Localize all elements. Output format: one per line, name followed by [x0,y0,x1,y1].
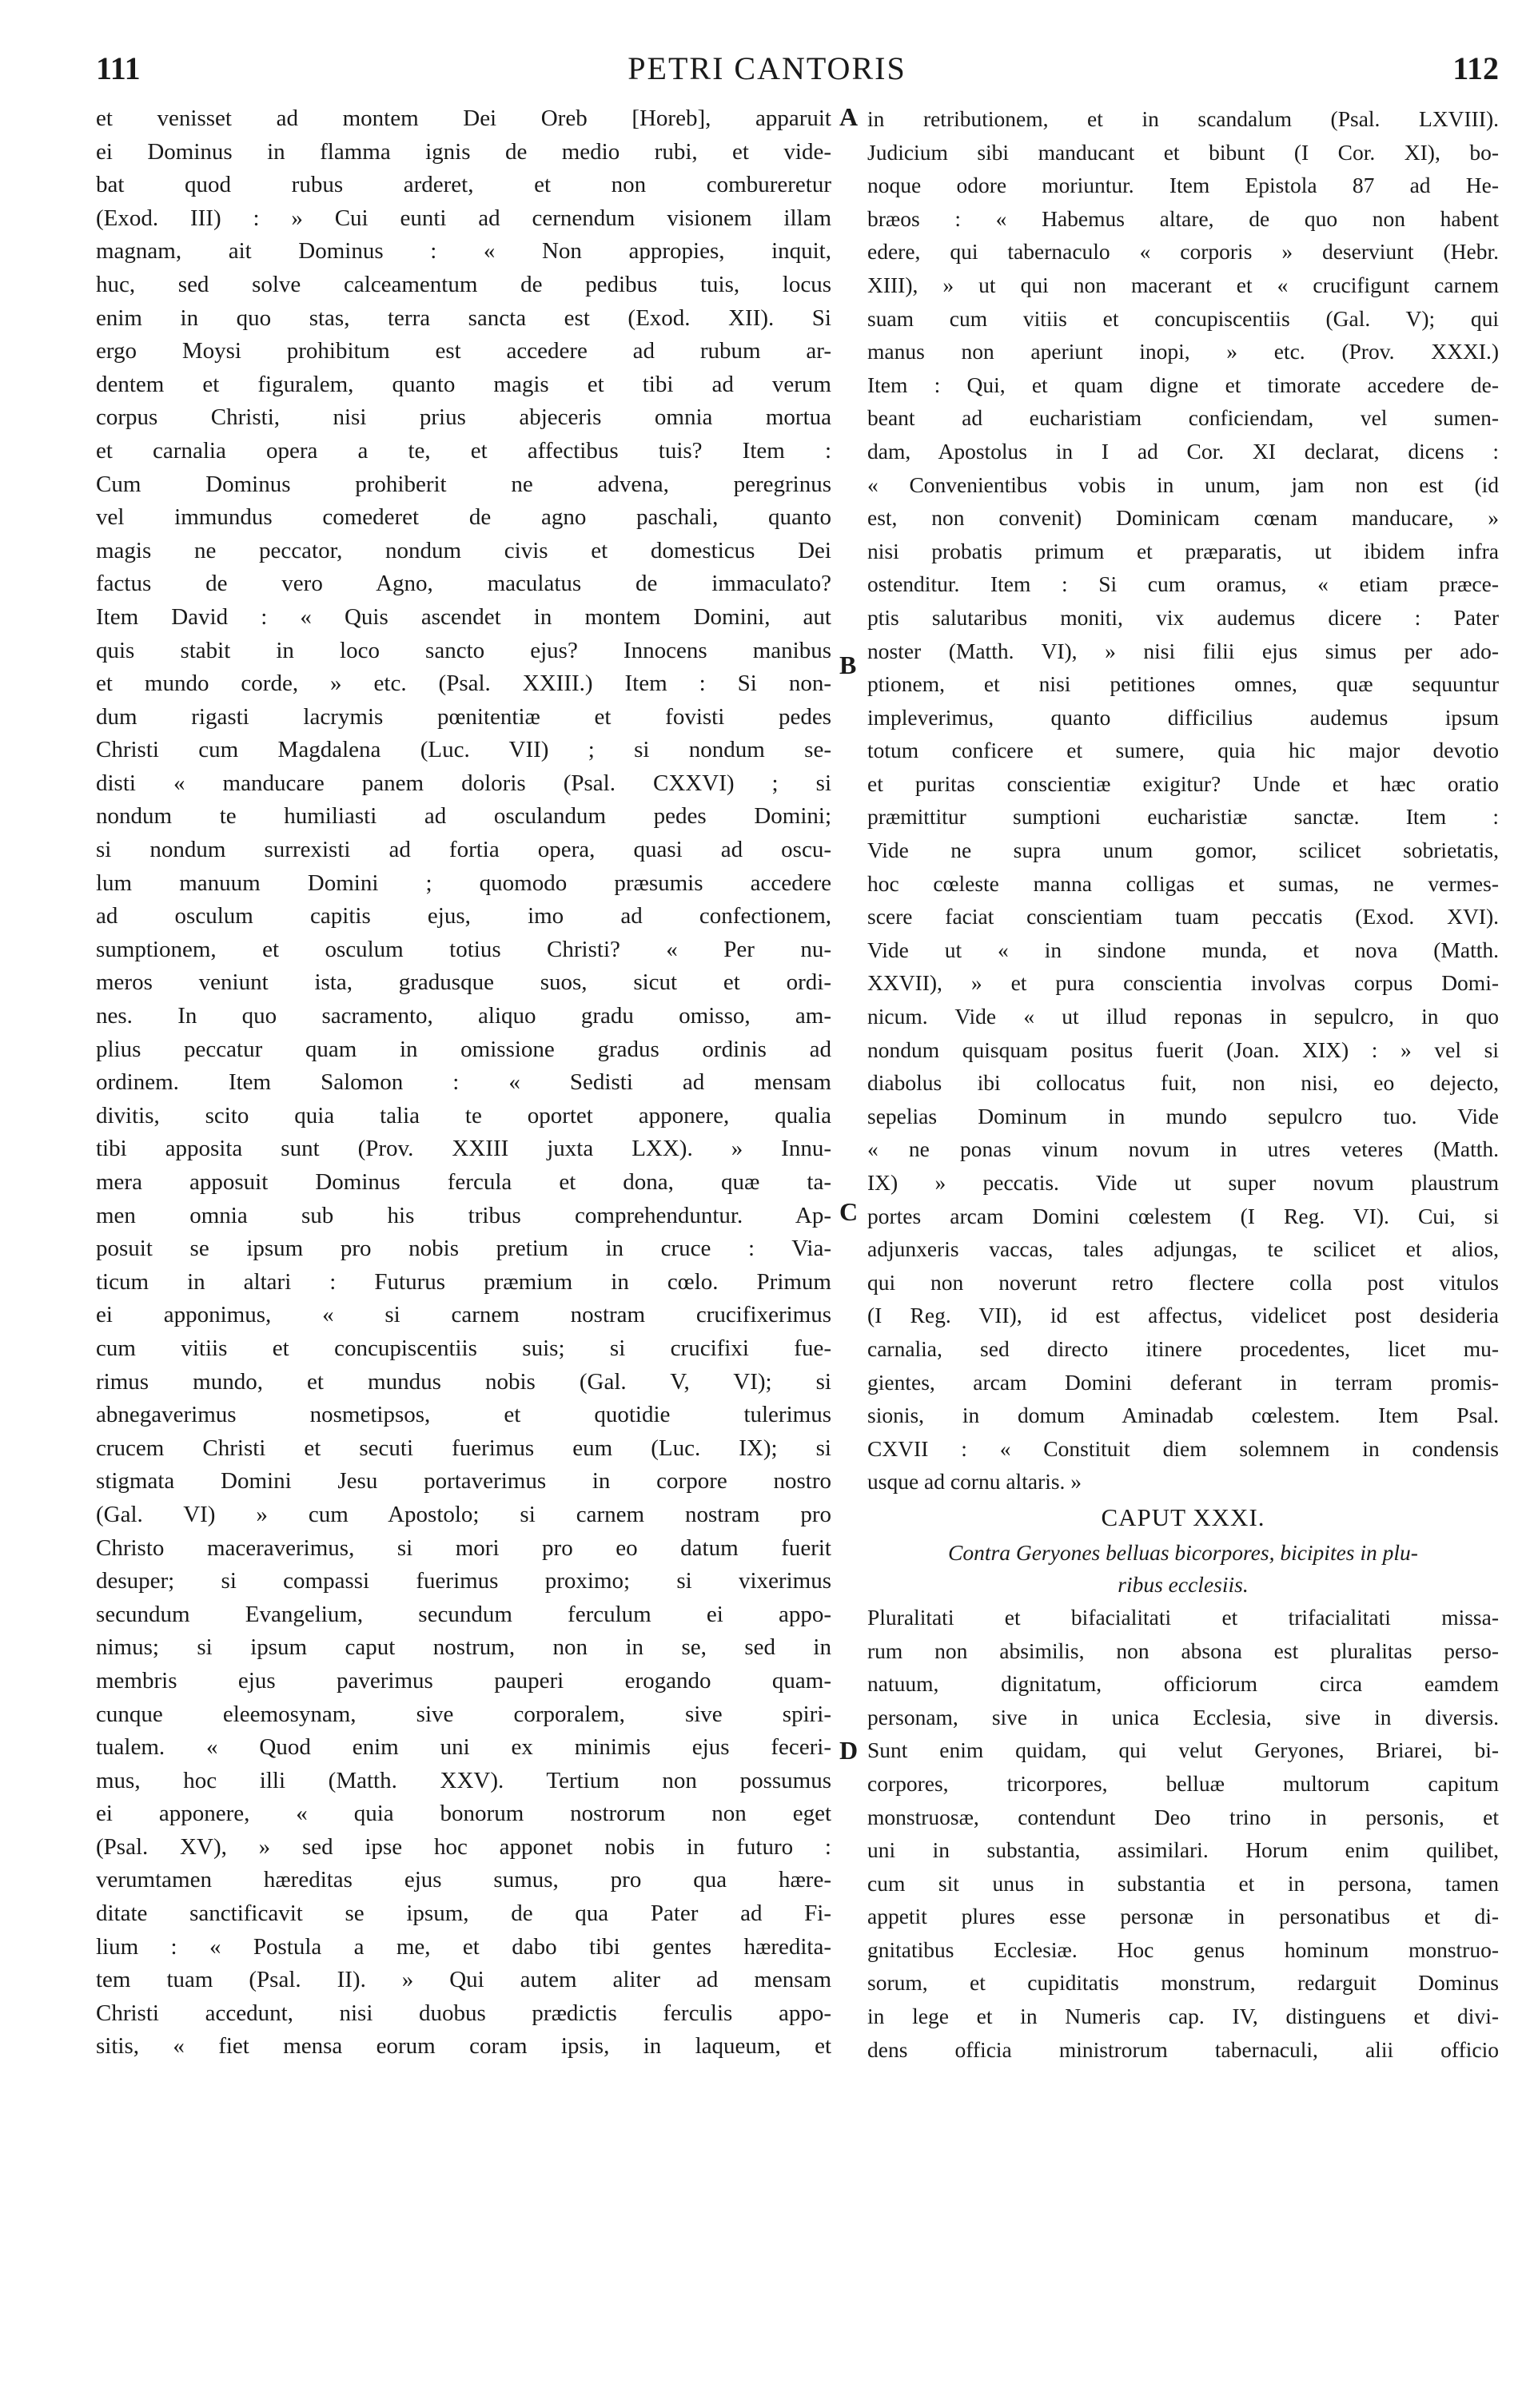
text-line: secundum Evangelium, secundum ferculum ei appo- [96,1601,831,1627]
chapter-subtitle-line-1: Contra Geryones belluas bicorpores, bicipites in plu- [948,1539,1418,1565]
left-text-column [96,102,831,2064]
text-line: meros veniunt ista, gradusque suos, sicut et ordi- [96,969,831,996]
text-line: (Gal. VI) » cum Apostolo; si carnem nostram pro [96,1501,831,1527]
text-line: ticum in altari : Futurus præmium in cœlo. Primum [96,1268,831,1295]
text-line: bat quod rubus arderet, et non combureretur [96,172,831,198]
text-line: nes. In quo sacramento, aliquo gradu omisso, am- [96,1003,831,1029]
text-line: disti « manducare panem doloris (Psal. CXXVI) ; si [96,770,831,796]
text-line: tualem. « Quod enim uni ex minimis ejus feceri- [96,1734,831,1761]
text-line: carnalia, sed directo itinere procedentes, licet mu- [867,1335,1499,1361]
text-line: uni in substantia, assimilari. Horum enim quilibet, [867,1837,1499,1863]
text-line: XXVII), » et pura conscientia involvas corpus Domi- [867,970,1499,996]
text-line: diabolus ibi collocatus fuit, non nisi, eo dejecto, [867,1070,1499,1096]
text-line: monstruosæ, contendunt Deo trino in personis, et [867,1804,1499,1829]
text-line: scere faciat conscientiam tuam peccatis (Exod. XVI). [867,904,1499,929]
text-line: si nondum surrexisti ad fortia opera, quasi ad oscu- [96,837,831,863]
text-line: ei apponimus, « si carnem nostram crucifixerimus [96,1302,831,1328]
text-line: Christi accedunt, nisi duobus prædictis ferculis appo- [96,2000,831,2026]
text-line: mera apposuit Dominus fercula et dona, quæ ta- [96,1169,831,1195]
text-line: lium : « Postula a me, et dabo tibi gentes hæredita- [96,1933,831,1960]
text-line: ostenditur. Item : Si cum oramus, « etiam præce- [867,571,1499,597]
text-line: beant ad eucharistiam conficiendam, vel sumen- [867,405,1499,431]
text-line: enim in quo stas, terra sancta est (Exod. XII). Si [96,304,831,331]
text-line: nisi probatis primum et præparatis, ut ibidem infra [867,538,1499,563]
margin-letter-c: C [839,1197,859,1226]
text-line: ditate sanctificavit se ipsum, de qua Pater ad Fi- [96,1901,831,1927]
text-line: Item David : « Quis ascendet in montem Domini, aut [96,603,831,630]
right-text-column [867,102,1499,2066]
text-line: et mundo corde, » etc. (Psal. XXIII.) Item : Si non- [96,671,831,697]
text-line: Item : Qui, et quam digne et timorate accedere de- [867,372,1499,397]
text-line: dum rigasti lacrymis pœnitentiæ et fovisti pedes [96,703,831,730]
text-line: vel immundus comederet de agno paschali, quanto [96,504,831,531]
text-line: crucem Christi et secuti fuerimus eum (Luc. IX); si [96,1435,831,1461]
text-line: cunque eleemosynam, sive corporalem, sive spiri- [96,1701,831,1727]
text-line: divitis, scito quia talia te oportet apponere, qualia [96,1102,831,1128]
chapter-title: CAPUT XXXI. [1101,1503,1265,1531]
text-line: tibi apposita sunt (Prov. XXIII juxta LXX). » Innu- [96,1136,831,1162]
text-line: personam, sive in unica Ecclesia, sive in diversis. [867,1704,1499,1729]
text-line: rum non absimilis, non absona est pluralitas perso- [867,1638,1499,1663]
text-line: magnam, ait Dominus : « Non appropies, inquit, [96,238,831,265]
text-line: Christi cum Magdalena (Luc. VII) ; si nondum se- [96,737,831,763]
text-line: adjunxeris vaccas, tales adjungas, te scilicet et alios, [867,1236,1499,1262]
running-title: PETRI CANTORIS [628,50,906,86]
text-line: sionis, in domum Aminadab cœlestem. Item Psal. [867,1403,1499,1428]
text-line: corpus Christi, nisi prius abjeceris omnia mortua [96,404,831,431]
text-line: abnegaverimus nosmetipsos, et quotidie tulerimus [96,1402,831,1428]
text-line: edere, qui tabernaculo « corporis » deserviunt (Hebr. [867,239,1499,265]
text-line: nondum te humiliasti ad osculandum pedes Domini; [96,803,831,830]
text-line: sorum, et cupiditatis monstrum, redarguit Dominus [867,1970,1499,1996]
text-line: « Convenientibus vobis in unum, jam non est (id [867,472,1499,497]
text-line: noque odore moriuntur. Item Epistola 87 ad He- [867,173,1499,198]
text-line: Sunt enim quidam, qui velut Geryones, Briarei, bi- [867,1737,1499,1763]
text-line: membris ejus paverimus pauperi erogando quam- [96,1667,831,1694]
text-line: (Psal. XV), » sed ipse hoc apponet nobis in futuro : [96,1833,831,1860]
text-line: ordinem. Item Salomon : « Sedisti ad mensam [96,1069,831,1096]
text-line: magis ne peccator, nondum civis et domesticus Dei [96,537,831,563]
text-line: suam cum vitiis et concupiscentiis (Gal. V); qui [867,305,1499,331]
text-line: appetit plures esse personæ in personatibus et di- [867,1904,1499,1929]
text-line: et venisset ad montem Dei Oreb [Horeb], apparuit [96,105,831,131]
text-line: tem tuam (Psal. II). » Qui autem aliter ad mensam [96,1967,831,1993]
text-line: rimus mundo, et mundus nobis (Gal. V, VI); si [96,1368,831,1395]
text-line: stigmata Domini Jesu portaverimus in corpore nostro [96,1468,831,1495]
text-line: natuum, dignitatum, officiorum circa eamdem [867,1671,1499,1697]
text-line: corpores, tricorpores, belluæ multorum capitum [867,1770,1499,1796]
text-line: nondum quisquam positus fuerit (Joan. XIX) : » vel si [867,1037,1499,1062]
text-line: sitis, « fiet mensa eorum coram ipsis, in laqueum, et [96,2033,831,2060]
text-line: hoc cœleste manna colligas et sumas, ne vermes- [867,870,1499,896]
text-line: totum conficere et sumere, quia hic major devotio [867,738,1499,763]
text-line: plius peccatur quam in omissione gradus ordinis ad [96,1036,831,1062]
text-line: Cum Dominus prohiberit ne advena, peregrinus [96,471,831,497]
text-line: portes arcam Domini cœlestem (I Reg. VI). Cui, si [867,1203,1499,1228]
page-header [0,50,1534,98]
text-line: Judicium sibi manducant et bibunt (I Cor. XI), bo- [867,139,1499,165]
text-line: dens officia ministrorum tabernaculi, alii officio [867,2036,1499,2062]
text-line: « ne ponas vinum novum in utres veteres (Matth. [867,1136,1499,1162]
text-line: lum manuum Domini ; quomodo præsumis accedere [96,870,831,896]
margin-letter-d: D [839,1736,859,1765]
chapter-subtitle-line-2: ribus ecclesiis. [1118,1571,1249,1597]
left-page-number: 111 [96,50,141,86]
text-line: IX) » peccatis. Vide ut super novum plaustrum [867,1170,1499,1195]
text-line: bræos : « Habemus altare, de quo non habent [867,205,1499,231]
text-line: præmittitur sumptioni eucharistiæ sanctæ. Item : [867,804,1499,830]
text-line: men omnia sub his tribus comprehenduntur. Ap- [96,1202,831,1228]
text-line: nimus; si ipsum caput nostrum, non in se, sed in [96,1634,831,1661]
text-line: Christo maceraverimus, si mori pro eo datum fuerit [96,1534,831,1561]
text-line: dentem et figuralem, quanto magis et tibi ad verum [96,371,831,397]
text-line: mus, hoc illi (Matth. XXV). Tertium non possumus [96,1767,831,1793]
text-line: factus de vero Agno, maculatus de immaculato? [96,571,831,597]
text-line: Vide ne supra unum gomor, scilicet sobrietatis, [867,838,1499,863]
text-line: usque ad cornu altaris. » [867,1469,1082,1495]
text-line: impleverimus, quanto difficilius audemus ipsum [867,704,1499,730]
text-line: ptis salutaribus moniti, vix audemus dicere : Pater [867,604,1499,630]
text-line: Pluralitati et bifacialitati et trifacialitati missa- [867,1604,1499,1630]
margin-letter-a: A [839,102,859,131]
text-line: in lege et in Numeris cap. IV, distinguens et divi- [867,2004,1499,2029]
right-column-part-b [867,1601,1499,2066]
right-page-number: 112 [1452,50,1499,86]
text-line: est, non convenit) Dominicam cœnam manducare, » [867,505,1499,531]
right-column-part-a [867,102,1499,1499]
text-line: in retributionem, et in scandalum (Psal. LXVIII). [867,106,1499,131]
text-line: sepelias Dominum in mundo sepulcro tuo. Vide [867,1103,1499,1128]
text-line: ei Dominus in flamma ignis de medio rubi, et vide- [96,138,831,165]
text-line: ad osculum capitis ejus, imo ad confectionem, [96,903,831,929]
text-line: posuit se ipsum pro nobis pretium in cruce : Via- [96,1236,831,1262]
text-line: qui non noverunt retro flectere colla post vitulos [867,1269,1499,1295]
text-line: (I Reg. VII), id est affectus, videlicet post desideria [867,1303,1499,1328]
text-line: sumptionem, et osculum totius Christi? « Per nu- [96,936,831,962]
text-line: XIII), » ut qui non macerant et « crucifigunt carnem [867,272,1499,297]
text-line: quis stabit in loco sancto ejus? Innocens manibus [96,637,831,663]
text-line: cum sit unus in substantia et in persona, tamen [867,1870,1499,1896]
text-line: et puritas conscientiæ exigitur? Unde et hæc oratio [867,770,1499,796]
margin-letter-b: B [839,651,857,679]
text-line: Vide ut « in sindone munda, et nova (Matth. [867,937,1499,962]
text-line: ptionem, et nisi petitiones omnes, quæ sequuntur [867,671,1499,697]
text-line: gnitatibus Ecclesiæ. Hoc genus hominum monstruo- [867,1936,1499,1962]
text-line: ergo Moysi prohibitum est accedere ad rubum ar- [96,338,831,364]
text-line: CXVII : « Constituit diem solemnem in condensis [867,1435,1499,1461]
text-line: huc, sed solve calceamentum de pedibus tuis, locus [96,271,831,297]
text-line: dam, Apostolus in I ad Cor. XI declarat, dicens : [867,438,1499,464]
text-line: cum vitiis et concupiscentiis suis; si crucifixi fue- [96,1335,831,1361]
text-line: verumtamen hæreditas ejus sumus, pro qua hære- [96,1867,831,1893]
text-line: et carnalia opera a te, et affectibus tuis? Item : [96,437,831,464]
text-line: noster (Matth. VI), » nisi filii ejus simus per ado- [867,638,1499,663]
text-line: ei apponere, « quia bonorum nostrorum non eget [96,1801,831,1827]
text-line: (Exod. III) : » Cui eunti ad cernendum visionem illam [96,205,831,231]
text-line: nicum. Vide « ut illud reponas in sepulcro, in quo [867,1004,1499,1029]
text-line: manus non aperiunt inopi, » etc. (Prov. XXXI.) [867,339,1499,364]
text-line: desuper; si compassi fuerimus proximo; si vixerimus [96,1568,831,1594]
text-line: gientes, arcam Domini deferant in terram promis- [867,1369,1499,1395]
